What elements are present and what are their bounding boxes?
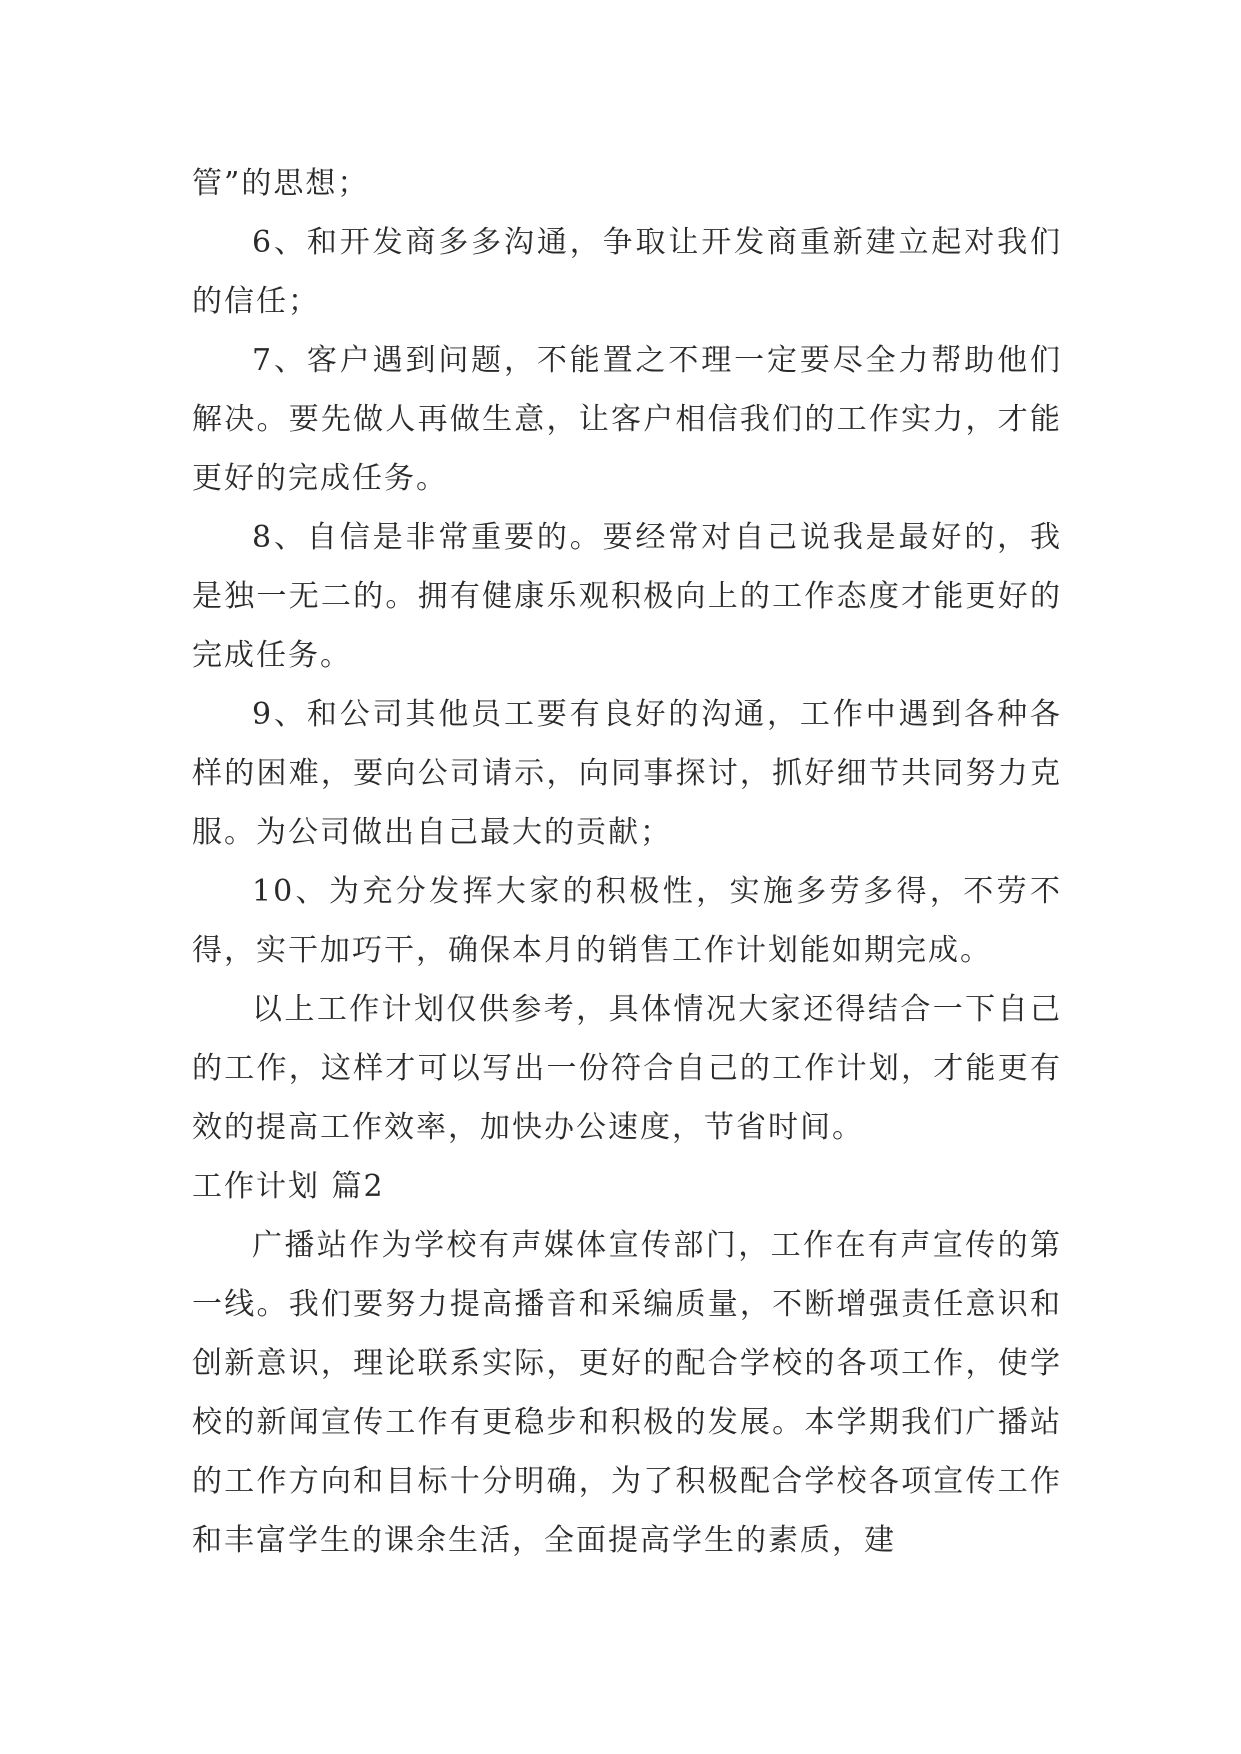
list-item-7: 7、客户遇到问题，不能置之不理一定要尽全力帮助他们解决。要先做人再做生意，让客户相信我们的工作实力，才能更好的完成任务。 xyxy=(192,343,1062,496)
section-heading: 工作计划 篇2 xyxy=(192,1169,385,1204)
section-paragraph: 广播站作为学校有声媒体宣传部门，工作在有声宣传的第一线。我们要努力提高播音和采编质量，不断增强责任意识和创新意识，理论联系实际，更好的配合学校的各项工作，使学校的新闻宣传工作有更稳步和积极的发展。本学期我们广播站的工作方向和目标十分明确，为了积极配合学校各项宣传工作和丰富学生的课余生活，全面提高学生的素质，建 xyxy=(192,1228,1062,1558)
list-item-9: 9、和公司其他员工要有良好的沟通，工作中遇到各种各样的困难，要向公司请示，向同事探讨，抓好细节共同努力克服。为公司做出自己最大的贡献； xyxy=(192,697,1062,850)
closing-paragraph: 以上工作计划仅供参考，具体情况大家还得结合一下自己的工作，这样才可以写出一份符合自己的工作计划，才能更有效的提高工作效率，加快办公速度，节省时间。 xyxy=(192,992,1062,1145)
list-item-8: 8、自信是非常重要的。要经常对自己说我是最好的，我是独一无二的。拥有健康乐观积极向上的工作态度才能更好的完成任务。 xyxy=(192,520,1062,673)
list-item-6: 6、和开发商多多沟通，争取让开发商重新建立起对我们的信任； xyxy=(192,225,1062,319)
document-body xyxy=(192,154,1062,1570)
continuation-paragraph: 管”的思想； xyxy=(192,166,370,201)
list-item-10: 10、为充分发挥大家的积极性，实施多劳多得，不劳不得，实干加巧干，确保本月的销售工作计划能如期完成。 xyxy=(192,874,1062,968)
